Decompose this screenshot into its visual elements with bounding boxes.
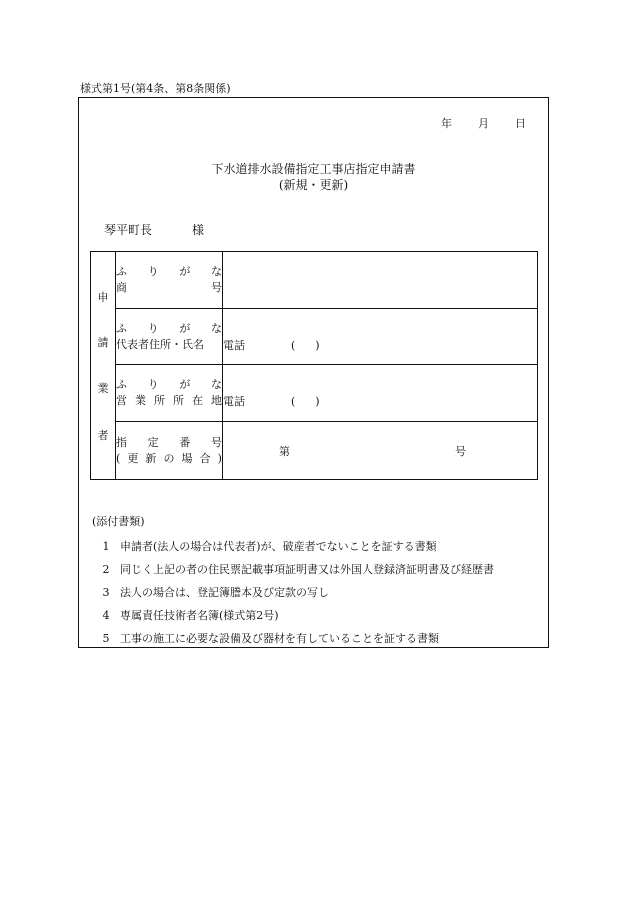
side-char: 申 (97, 291, 109, 304)
list-item (92, 558, 494, 581)
side-char: 業 (97, 382, 109, 395)
designation-sub-label: ( 更 新 の 場 合 ) (116, 451, 222, 465)
attachment-text: 専属責任技術者名簿(様式第2号) (120, 609, 279, 622)
designation-number-field[interactable] (223, 422, 538, 480)
attachment-text: 申請者(法人の場合は代表者)が、破産者でないことを証する書類 (120, 540, 437, 553)
phone-paren-open: ( (291, 338, 296, 352)
attachments-title: (添付書類) (92, 515, 145, 528)
attachments-section (92, 513, 494, 650)
list-item (92, 581, 494, 604)
phone-paren-close: ) (315, 338, 320, 352)
representative-furigana: ふ り が な (116, 321, 222, 335)
phone-paren-close: ) (315, 395, 320, 409)
representative-label: 代表者住所・氏名 (116, 337, 204, 351)
attachment-number: 2 (102, 563, 110, 576)
office-phone (223, 377, 537, 409)
trade-name-label-cell (116, 252, 223, 309)
attachment-number: 4 (102, 609, 110, 622)
attachment-number: 5 (102, 632, 110, 645)
side-char: 請 (97, 336, 109, 349)
date-month-label: 月 (478, 117, 489, 130)
date-year-label: 年 (441, 117, 452, 130)
attachment-text: 同じく上記の者の住民票記載事項証明書又は外国人登録済証明書及び経歴書 (120, 563, 494, 576)
designation-suffix: 号 (455, 444, 466, 458)
representative-label-cell (116, 308, 223, 365)
trade-name-label: 商 号 (116, 280, 222, 294)
trade-name-field[interactable] (223, 252, 538, 309)
representative-phone (223, 321, 537, 353)
applicant-table (90, 251, 538, 480)
document-title (79, 161, 548, 193)
office-furigana: ふ り が な (116, 378, 222, 392)
attachment-text: 工事の施工に必要な設備及び器材を有していることを証する書類 (120, 632, 439, 645)
phone-label: 電話 (223, 338, 245, 352)
list-item (92, 604, 494, 627)
attachment-text: 法人の場合は、登記簿謄本及び定款の写し (120, 586, 329, 599)
office-field[interactable] (223, 365, 538, 422)
designation-label-cell (116, 422, 223, 480)
document-title-main: 下水道排水設備指定工事店指定申請書 (211, 162, 416, 176)
representative-field[interactable] (223, 308, 538, 365)
attachment-number: 1 (102, 540, 110, 553)
form-number-label: 様式第1号(第4条、第8条関係) (80, 82, 231, 95)
document-title-sub: (新規・更新) (278, 178, 349, 192)
office-label-cell (116, 365, 223, 422)
phone-paren-open: ( (291, 395, 296, 409)
office-label: 営 業 所 所 在 地 (116, 394, 222, 408)
application-form-frame (78, 97, 549, 648)
list-item (92, 627, 494, 650)
designation-label: 指 定 番 号 (116, 435, 222, 449)
date-day-label: 日 (515, 117, 526, 130)
attachment-number: 3 (102, 586, 110, 599)
side-char: 者 (97, 429, 109, 442)
list-item (92, 535, 494, 558)
trade-name-furigana: ふ り が な (116, 264, 222, 278)
applicant-side-header (91, 252, 116, 480)
phone-label: 電話 (223, 395, 245, 409)
designation-prefix: 第 (279, 444, 290, 458)
addressee-honorific: 様 (192, 223, 205, 237)
addressee (104, 221, 204, 238)
addressee-name: 琴平町長 (104, 223, 153, 237)
date-line (441, 115, 526, 131)
attachments-list (92, 535, 494, 650)
